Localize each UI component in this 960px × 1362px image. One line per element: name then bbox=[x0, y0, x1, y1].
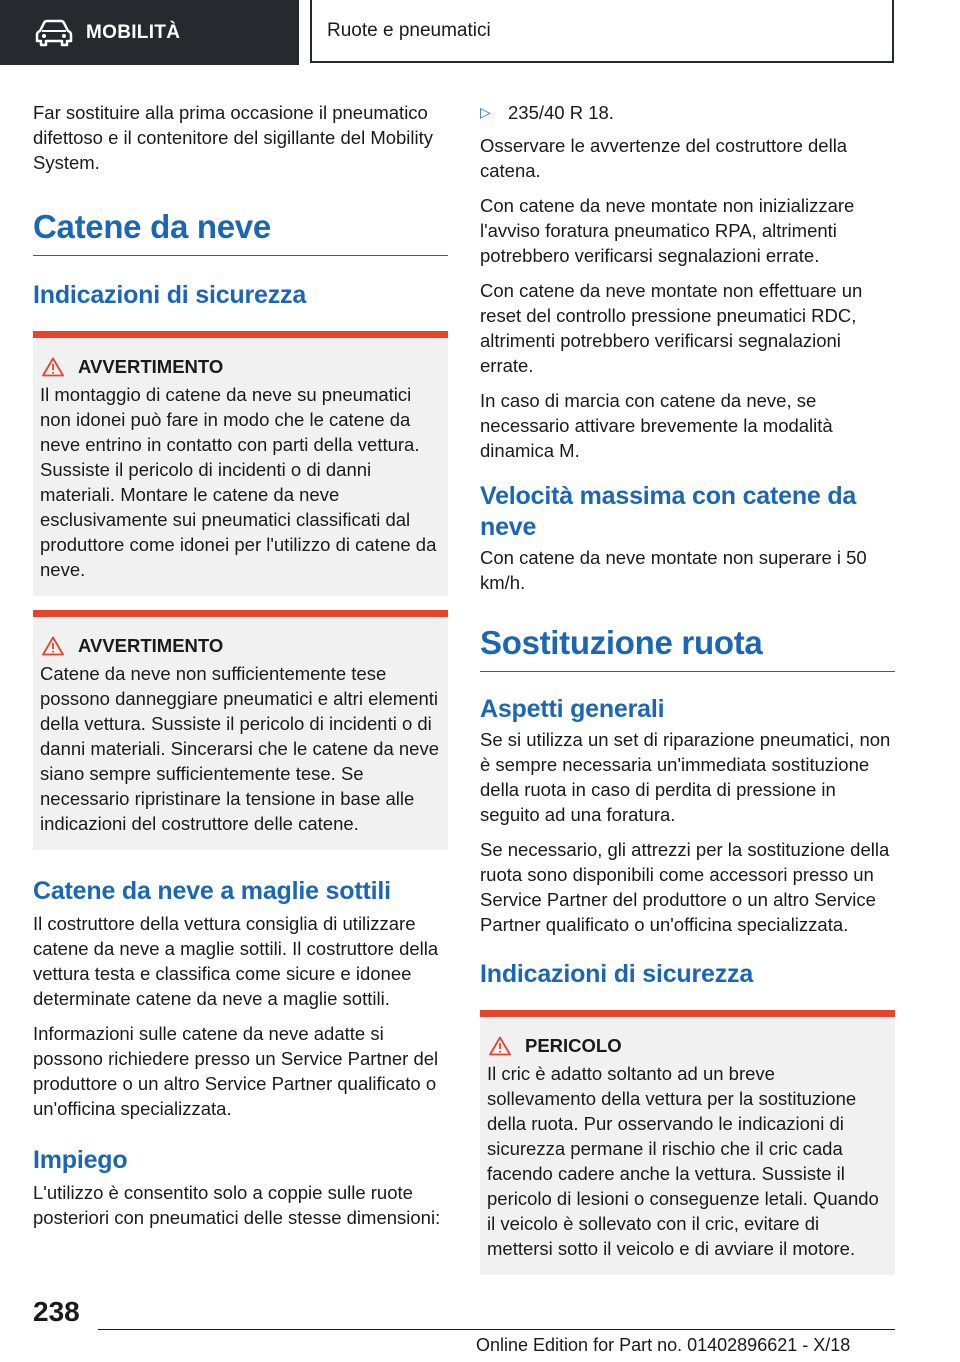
heading-safety-notes-2: Indicazioni di sicurezza bbox=[480, 960, 754, 988]
warning-label: AVVERTIMENTO bbox=[78, 356, 224, 377]
chapter-tab bbox=[310, 0, 894, 63]
general-paragraph-2: Se necessario, gli attrezzi per la sostituzione della ruota sono disponibili come accessori presso un Service Partner del produttore o un altro Service Partner qualificato o un'officina specializzata. bbox=[480, 839, 890, 935]
general-paragraph-1: Se si utilizza un set di riparazione pneumatici, non è sempre necessaria un'immediata sostituzione della ruota in caso di perdita di pressione in seguito ad una foratura. bbox=[480, 729, 891, 825]
footer-divider bbox=[98, 1329, 895, 1330]
left-column bbox=[33, 100, 448, 1240]
heading-wheel-change: Sostituzione ruota bbox=[480, 623, 895, 672]
warning-box-2 bbox=[33, 610, 448, 850]
heading-fine-chains: Catene da neve a maglie sottili bbox=[33, 877, 391, 905]
danger-text: Il cric è adatto soltanto ad un breve sollevamento della vettura per la sostituzione della ruota. Pur osservando le indicazioni di sicurezza permane il rischio che il cric cada facendo cadere anche la vettura. Sussiste il pericolo di lesioni o conseguenze letali. Quando il veicolo è sollevato con il cric, evitare di mettersi sotto il veicolo e di avviare il motore. bbox=[487, 1063, 879, 1259]
usage-paragraph: L'utilizzo è consentito solo a coppie sulle ruote posteriori con pneumatici delle stesse dimensioni: bbox=[33, 1182, 441, 1228]
warning-text: Catene da neve non sufficientemente tese possono danneggiare pneumatici e altri elementi della vettura. Sussiste il pericolo di incidenti o di danni materiali. Sincerarsi che le catene da neve siano sempre sufficientemente tese. Se necessario ripristinare la tensione in base alle indicazioni del costruttore delle catene. bbox=[40, 663, 440, 834]
right-paragraph-3: Con catene da neve montate non effettuare un reset del controllo pressione pneumatici RDC, altrimenti potrebbero verificarsi segnalazioni errate. bbox=[480, 280, 863, 376]
fine-chains-paragraph-2: Informazioni sulle catene da neve adatte si possono richiedere presso un Service Partner del produttore o un altro Service Partner qualificato o un'officina specializzata. bbox=[33, 1023, 439, 1119]
right-paragraph-2: Con catene da neve montate non inizializzare l'avviso foratura pneumatico RPA, altrimenti potrebbero verificarsi segnalazioni errate. bbox=[480, 195, 855, 266]
warning-triangle-icon bbox=[42, 636, 64, 656]
car-icon bbox=[34, 19, 74, 47]
intro-paragraph: Far sostituire alla prima occasione il pneumatico difettoso e il contenitore del sigillante del Mobility System. bbox=[33, 102, 434, 173]
page-number: 238 bbox=[33, 1296, 80, 1327]
heading-snow-chains: Catene da neve bbox=[33, 207, 448, 256]
heading-safety-notes: Indicazioni di sicurezza bbox=[33, 281, 307, 309]
warning-triangle-icon bbox=[42, 357, 64, 377]
tire-size-text: 235/40 R 18. bbox=[508, 102, 614, 123]
right-column bbox=[480, 100, 895, 1275]
danger-box bbox=[480, 1010, 895, 1275]
heading-max-speed: Velocità massima con catene da neve bbox=[480, 482, 857, 541]
warning-label: AVVERTIMENTO bbox=[78, 635, 224, 656]
warning-triangle-icon bbox=[489, 1036, 511, 1056]
max-speed-paragraph: Con catene da neve montate non superare i 50 km/h. bbox=[480, 547, 867, 593]
fine-chains-paragraph-1: Il costruttore della vettura consiglia di utilizzare catene da neve a maglie sottili. Il costruttore della vettura testa e classifica come sicure e idonee determinate catene da neve a maglie sottili. bbox=[33, 913, 439, 1009]
chapter-title: Ruote e pneumatici bbox=[327, 19, 491, 41]
section-title: MOBILITÀ bbox=[86, 21, 181, 43]
section-tab bbox=[0, 0, 299, 65]
heading-usage: Impiego bbox=[33, 1146, 128, 1174]
right-paragraph-1: Osservare le avvertenze del costruttore della catena. bbox=[480, 135, 848, 181]
footer-edition: Online Edition for Part no. 01402896621 - X/18 bbox=[476, 1335, 851, 1355]
tire-size-bullet bbox=[480, 100, 895, 125]
right-paragraph-4: In caso di marcia con catene da neve, se necessario attivare brevemente la modalità dinamica M. bbox=[480, 390, 833, 461]
heading-general: Aspetti generali bbox=[480, 695, 665, 723]
warning-box-1 bbox=[33, 331, 448, 596]
warning-text: Il montaggio di catene da neve su pneumatici non idonei può fare in modo che le catene da neve entrino in contatto con parti della vettura. Sussiste il pericolo di incidenti o di danni materiali. Montare le catene da neve esclusivamente sui pneumatici classificati dal produttore come idonei per l'utilizzo di catene da neve. bbox=[40, 384, 437, 580]
danger-label: PERICOLO bbox=[525, 1035, 622, 1056]
triangle-bullet-icon: ▷ bbox=[480, 104, 491, 120]
